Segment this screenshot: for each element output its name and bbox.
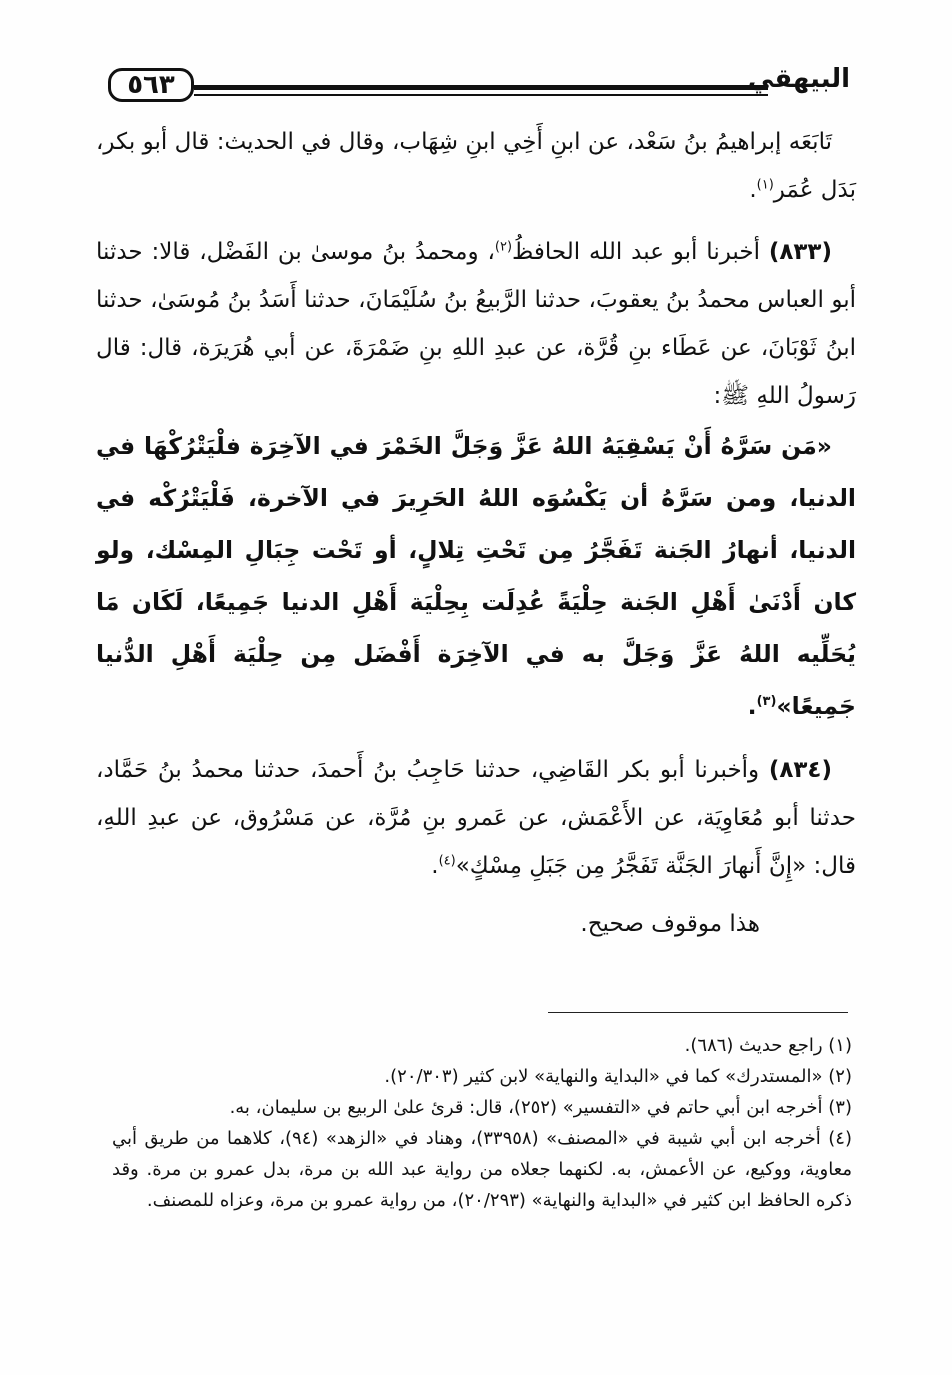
running-title: البيهقي	[747, 64, 850, 94]
page-header	[108, 64, 850, 108]
paragraph-1	[96, 118, 856, 214]
hadith-834-end: .	[431, 853, 439, 879]
hadith-number-834: (٨٣٤)	[768, 757, 832, 783]
main-text	[96, 118, 856, 948]
footnote-1: (١) راجع حديث (٦٨٦).	[684, 1035, 852, 1056]
footnotes	[112, 1030, 852, 1216]
hadith-833-text	[96, 420, 856, 732]
hadith-833-end: .	[747, 692, 757, 720]
chain-833-rest: ، ومحمدُ بنُ موسىٰ بن الفَضْل، قالا: حدثنا أبو العباس محمدُ بنُ يعقوبَ، حدثنا الرَّبيعُ بنُ سُلَيْمَانَ، حدثنا أَسَدُ بنُ مُوسَىٰ، حدثنا ابنُ ثَوْبَانَ، عن عَطَاء بنِ قُرَّة، عن عبدِ اللهِ بنِ ضَمْرَةَ، عن أبي هُرَيرَة، قال: قال رَسولُ اللهِ ﷺ:	[96, 239, 856, 409]
footnote-divider	[548, 1012, 848, 1013]
paragraph-1-text: تَابَعَه إبراهيمُ بنُ سَعْد، عن ابنِ أَخِي ابنِ شِهَاب، وقال في الحديث: قال أبو بكر، بَدَل عُمَر	[96, 129, 856, 203]
hadith-834-text: وأخبرنا أبو بكر القَاضِي، حدثنا حَاجِبُ بنُ أَحمدَ، حدثنا محمدُ بنُ حَمَّاد، حدثنا أبو مُعَاوِيَة، عن الأَعْمَش، عن عَمرو بنِ مُرَّة، عن مَسْرُوق، عن عبدِ اللهِ، قال: «إِنَّ أَنهارَ الجَنَّة تَفَجَّرُ مِن جَبَلِ مِسْكٍ»	[96, 757, 856, 879]
footnote-3: (٣) أخرجه ابن أبي حاتم في «التفسير» (٢٥٢)، قال: قرئ علىٰ الربيع بن سليمان، به.	[229, 1097, 852, 1118]
paragraph-1-end: .	[749, 177, 757, 203]
chain-833-text: أخبرنا أبو عبد الله الحافظُ	[512, 239, 769, 265]
footnote-2: (٢) «المستدرك» كما في «البداية والنهاية» لابن كثير (٢٠/٣٠٣).	[384, 1066, 852, 1087]
header-rule	[194, 85, 768, 90]
closing-remark: هذا موقوف صحيح.	[580, 911, 760, 937]
header-rule-thin	[194, 94, 768, 96]
footnote-ref-3: (٣)	[756, 694, 777, 710]
hadith-833-chain	[96, 228, 856, 420]
footnote-ref-4: (٤)	[438, 853, 456, 869]
page-number: ٥٦٣	[108, 68, 194, 102]
footnote-ref-2: (٢)	[494, 239, 513, 255]
hadith-834	[96, 746, 856, 890]
hadith-833-body: «مَن سَرَّهُ أَنْ يَسْقِيَهُ اللهُ عَزَّ وَجَلَّ الخَمْرَ في الآخِرَة فلْيَتْرُكْهَا في الدنيا، ومن سَرَّهُ أن يَكْسُوَه اللهُ الحَرِيرَ في الآخرة، فَلْيَتْرُكْه في الدنيا، أنهارُ الجَنة تَفَجَّرُ مِن تَحْتِ تِلالٍ، أو تَحْت جِبَالِ المِسْك، ولو كان أَدْنَىٰ أَهْلِ الجَنة حِلْيَةً عُدِلَت بِحِلْيَة أَهْلِ الدنيا جَمِيعًا، لَكَان مَا يُحَلِّيه اللهُ عَزَّ وَجَلَّ به في الآخِرَة أَفْضَل مِن حِلْيَة أَهْلِ الدُّنيا جَمِيعًا»	[96, 432, 856, 720]
footnote-4: (٤) أخرجه ابن أبي شيبة في «المصنف» (٣٣٩٥٨)، وهناد في «الزهد» (٩٤)، كلاهما من طريق أبي معاوية، ووكيع، عن الأعمش، به. لكنهما جعلاه من رواية عبد الله بن مرة، بدل عمرو بن مرة. وقد ذكره الحافظ ابن كثير في «البداية والنهاية» (٢٠/٢٩٣)، من رواية عمرو بن مرة، وعزاه للمصنف.	[112, 1128, 852, 1211]
hadith-number-833: (٨٣٣)	[768, 239, 832, 265]
footnote-ref-1: (١)	[756, 177, 774, 193]
